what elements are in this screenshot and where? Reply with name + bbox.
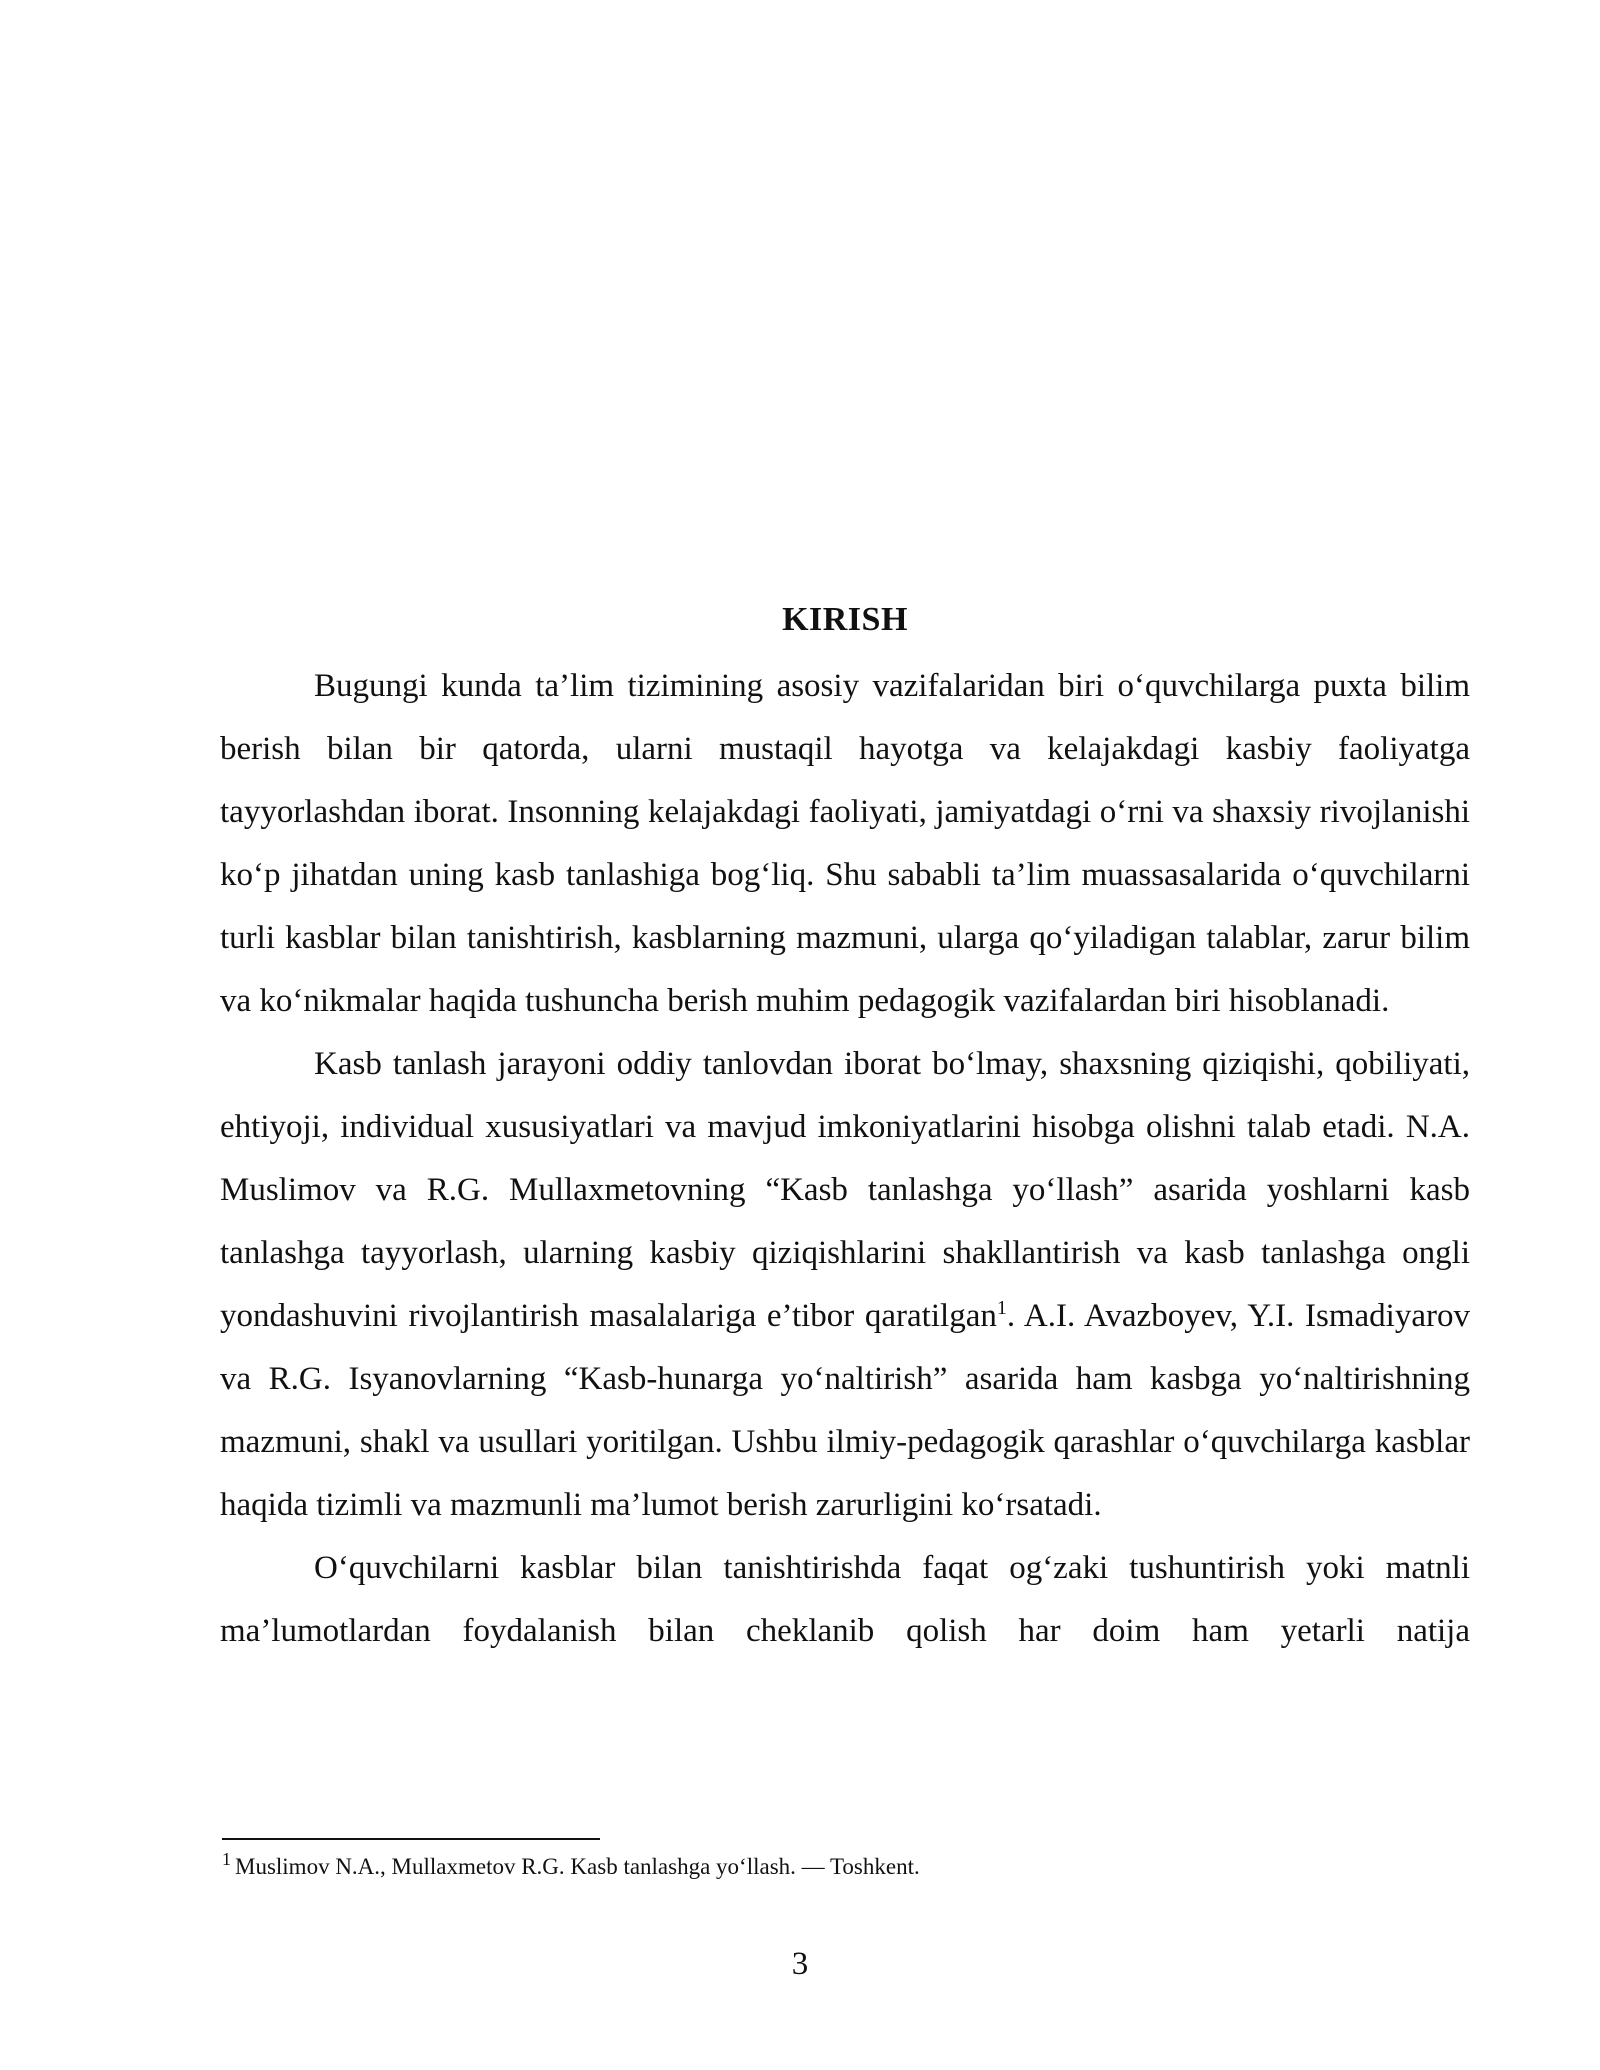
- footnote-text: Muslimov N.A., Mullaxmetov R.G. Kasb tanlashga yo‘llash. — Toshkent.: [235, 1854, 920, 1879]
- footnote: [222, 1849, 1472, 1882]
- paragraph-2: [220, 1033, 1470, 1537]
- paragraph-2-text-after-note: . A.I. Avazboyev, Y.I. Ismadiyarov va R.G. Isyanovlarning “Kasb-hunarga yo‘naltirish” asarida ham kasbga yo‘naltirishning mazmuni, shakl va usullari yoritilgan. Ushbu ilmiy-pedagogik qarashlar o‘quvchilarga kasblar haqida tizimli va mazmunli ma’lumot berish zarurligini ko‘rsatadi.: [220, 1298, 1470, 1523]
- paragraph-1: Bugungi kunda ta’lim tizimining asosiy vazifalaridan biri o‘quvchilarga puxta bilim berish bilan bir qatorda, ularni mustaqil hayotga va kelajakdagi kasbiy faoliyatga tayyorlashdan iborat. Insonning kelajakdagi faoliyati, jamiyatdagi o‘rni va shaxsiy rivojlanishi ko‘p jihatdan uning kasb tanlashiga bog‘liq. Shu sababli ta’lim muassasalarida o‘quvchilarni turli kasblar bilan tanishtirish, kasblarning mazmuni, ularga qo‘yiladigan talablar, zarur bilim va ko‘nikmalar haqida tushuncha berish muhim pedagogik vazifalardan biri hisoblanadi.: [220, 668, 1470, 1019]
- page-number: 3: [791, 1946, 809, 1982]
- paragraph-3: O‘quvchilarni kasblar bilan tanishtirishda faqat og‘zaki tushuntirish yoki matnli ma’lumotlardan foydalanish bilan cheklanib qolish har doim ham yetarli natija: [220, 1550, 1470, 1649]
- footnote-separator: [222, 1838, 600, 1840]
- section-heading: KIRISH: [782, 601, 908, 638]
- footnote-mark: 1: [222, 1849, 231, 1870]
- footnote-reference[interactable]: 1: [996, 1297, 1007, 1319]
- paragraph-2-text-before-note: Kasb tanlash jarayoni oddiy tanlovdan iborat bo‘lmay, shaxsning qiziqishi, qobiliyati, ehtiyoji, individual xususiyatlari va mavjud imkoniyatlarini hisobga olishni talab etadi. N.A. Muslimov va R.G. Mullaxmetovning “Kasb tanlashga yo‘llash” asarida yoshlarni kasb tanlashga tayyorlash, ularning kasbiy qiziqishlarini shakllantirish va kasb tanlashga ongli yondashuvini rivojlantirish masalalariga e’tibor qaratilgan: [220, 1046, 1470, 1334]
- body-text: [220, 655, 1470, 1663]
